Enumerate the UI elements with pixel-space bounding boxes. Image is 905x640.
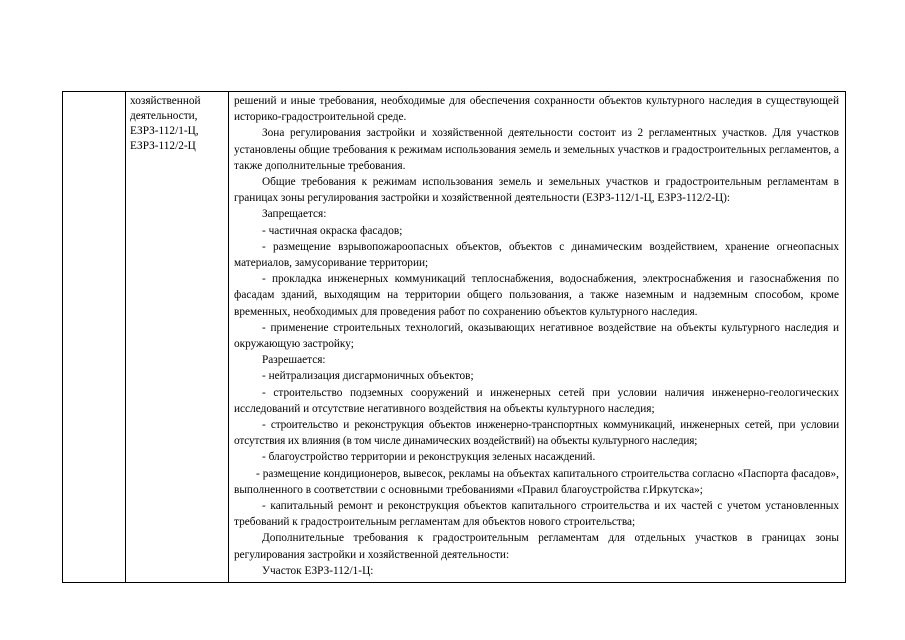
subheading-section: Участок ЕЗРЗ-112/1-Ц: <box>262 564 374 577</box>
list-item: - размещение кондиционеров, вывесок, рекламы на объектах капитального строительства согласно «Паспорта фасадов», выполненного в соответствии с основными требованиями «Правил благоустройства г.Иркутска»; <box>234 467 839 496</box>
requirements-cell <box>229 92 846 583</box>
list-item: - нейтрализация дисгармоничных объектов; <box>262 370 474 383</box>
heading-permitted: Разрешается: <box>262 354 326 367</box>
zone-cell-line: ЕЗРЗ-112/1-Ц, <box>130 125 199 137</box>
heading-prohibited: Запрещается: <box>262 208 327 221</box>
paragraph-zone-composition: Зона регулирования застройки и хозяйственной деятельности состоит из 2 регламентных участков. Для участков установлены общие требования к режимам использования земель и земельных участков и градостроительных регламентов, а также дополнительные требования. <box>234 127 839 172</box>
empty-cell <box>63 92 126 583</box>
document-table <box>62 91 846 583</box>
list-item: - капитальный ремонт и реконструкция объектов капитального строительства и их частей с учетом установленных требований к градостроительным регламентам для объектов нового строительства; <box>234 500 839 529</box>
table-row <box>63 92 846 583</box>
list-item: - строительство и реконструкция объектов инженерно-транспортных коммуникаций, инженерных сетей, при условии отсутствия их влияния (в том числе динамических воздействий) на объекты культурного наследия; <box>234 419 839 448</box>
list-item: - размещение взрывопожароопасных объектов, объектов с динамическим воздействием, хранение огнеопасных материалов, замусоривание территории; <box>234 240 839 270</box>
list-item: - частичная окраска фасадов; <box>262 224 403 237</box>
list-item: - применение строительных технологий, оказывающих негативное воздействие на объекты культурного наследия и окружающую застройку; <box>234 321 839 351</box>
paragraph-continuation: решений и иные требования, необходимые для обеспечения сохранности объектов культурного наследия в существующей историко-градостроительной среде. <box>234 95 839 124</box>
list-item: - прокладка инженерных коммуникаций теплоснабжения, водоснабжения, электроснабжения и газоснабжения по фасадам зданий, выходящим на территории общего пользования, а также наземным и надземным способом, кроме временных, необходимых для проведения работ по сохранению объектов культурного наследия. <box>234 273 839 318</box>
list-item: - строительство подземных сооружений и инженерных сетей при условии наличия инженерно-геологических исследований и отсутствие негативного воздействия на объекты культурного наследия; <box>234 386 839 415</box>
list-item: - благоустройство территории и реконструкция зеленых насаждений. <box>262 451 596 464</box>
zone-cell-line: хозяйственной <box>130 95 201 107</box>
zone-code-cell <box>126 92 229 583</box>
paragraph-additional-requirements: Дополнительные требования к градостроительным регламентам для отдельных участков в границах зоны регулирования застройки и хозяйственной деятельности: <box>234 532 839 561</box>
paragraph-general-requirements: Общие требования к режимам использования земель и земельных участков и градостроительным регламентам в границах зоны регулирования застройки и хозяйственной деятельности (ЕЗРЗ-112/1-Ц, ЕЗРЗ-112/2-Ц): <box>234 176 839 205</box>
zone-cell-line: деятельности, <box>130 110 198 122</box>
zone-cell-line: ЕЗРЗ-112/2-Ц <box>130 140 196 152</box>
